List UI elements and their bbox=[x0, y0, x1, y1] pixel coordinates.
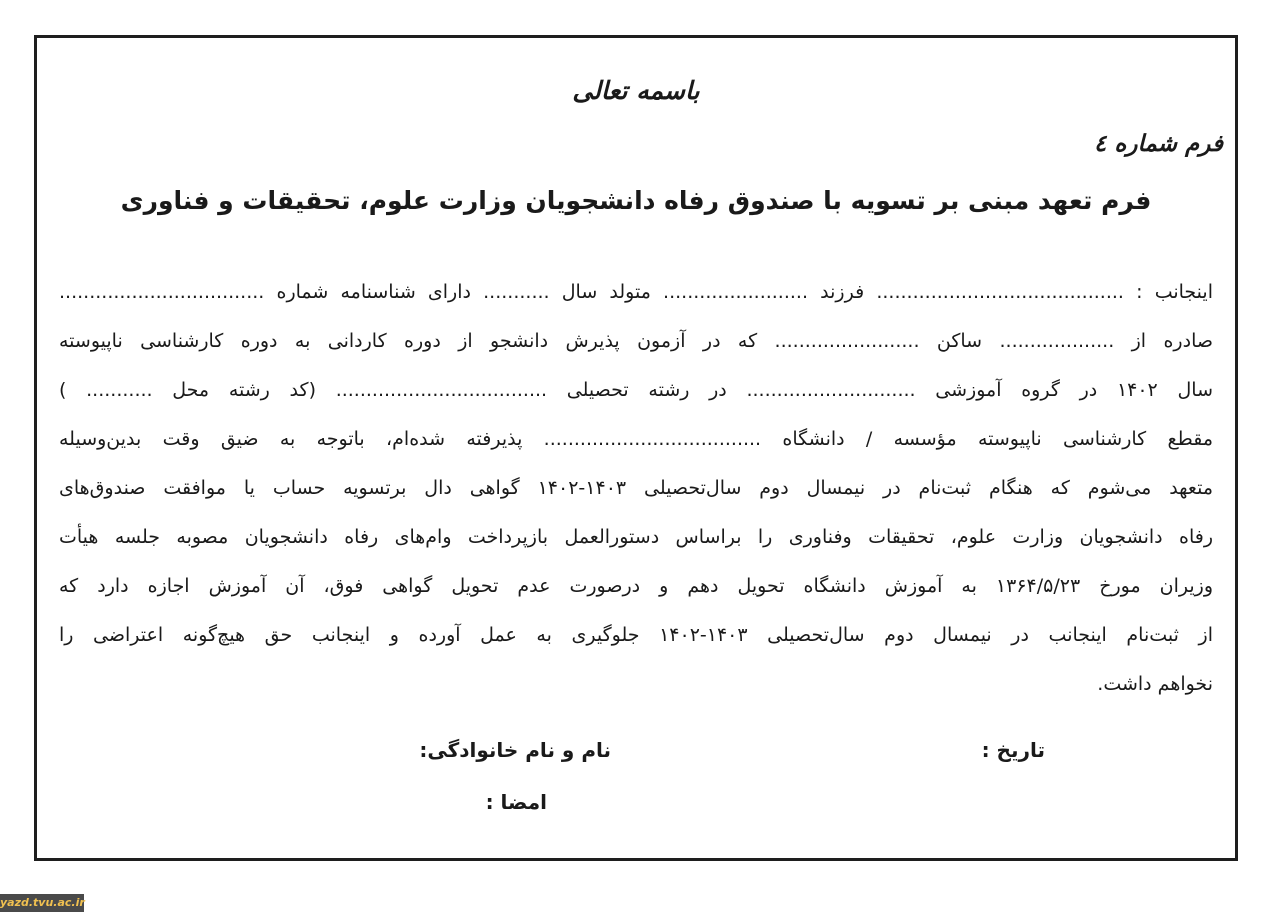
signature-label: امضا : bbox=[485, 790, 547, 814]
date-label: تاریخ : bbox=[981, 738, 1045, 762]
form-title: فرم تعهد مبنی بر تسویه با صندوق رفاه دانشجویان وزارت علوم، تحقیقات و فناوری bbox=[120, 186, 1152, 215]
text-line-8: از ثبت‌نام اینجانب در نیمسال دوم سال‌تحصیلی ۱۴۰۳-۱۴۰۲ جلوگیری به عمل آورده و اینجانب حق هیچ‌گونه اعتراضی را bbox=[59, 624, 1213, 646]
text-line-3: سال ۱۴۰۲ در گروه آموزشی ............................ در رشته تحصیلی ................................... (کد رشته محل ........... ) bbox=[59, 379, 1213, 401]
site-watermark: yazd.tvu.ac.ir bbox=[0, 894, 84, 912]
text-line-2: صادره از ................... ساکن ........................ که در آزمون پذیرش دانشجو از دوره کاردانی به دوره کارشناسی ناپیوسته bbox=[59, 330, 1213, 352]
basmala-heading: باسمه تعالی bbox=[572, 76, 700, 105]
commitment-text bbox=[59, 268, 1213, 709]
text-line-7: وزیران مورخ ۱۳۶۴/۵/۲۳ به آموزش دانشگاه تحویل دهم و درصورت عدم تحویل گواهی فوق، آن آموزش اجازه دارد که bbox=[59, 575, 1213, 597]
text-line-4: مقطع کارشناسی ناپیوسته مؤسسه / دانشگاه .................................... پذیرفته شده‌ام، باتوجه به ضیق وقت بدین‌وسیله bbox=[59, 428, 1213, 450]
text-line-1: اینجانب : ......................................... فرزند ........................ متولد سال ........... دارای شناسنامه شماره .................................. bbox=[59, 281, 1213, 303]
full-name-label: نام و نام خانوادگی: bbox=[419, 738, 611, 762]
form-frame bbox=[34, 35, 1238, 861]
text-line-9: نخواهم داشت. bbox=[1097, 673, 1213, 695]
text-line-6: رفاه دانشجویان وزارت علوم، تحقیقات وفناوری را براساس دستورالعمل بازپرداخت وام‌های رفاه دانشجویان مصوبه جلسه هیأت bbox=[59, 526, 1213, 548]
form-number: فرم شماره ٤ bbox=[1093, 130, 1223, 157]
text-line-5: متعهد می‌شوم که هنگام ثبت‌نام در نیمسال دوم سال‌تحصیلی ۱۴۰۳-۱۴۰۲ گواهی دال برتسویه حساب یا موافقت صندوق‌های bbox=[59, 477, 1213, 499]
